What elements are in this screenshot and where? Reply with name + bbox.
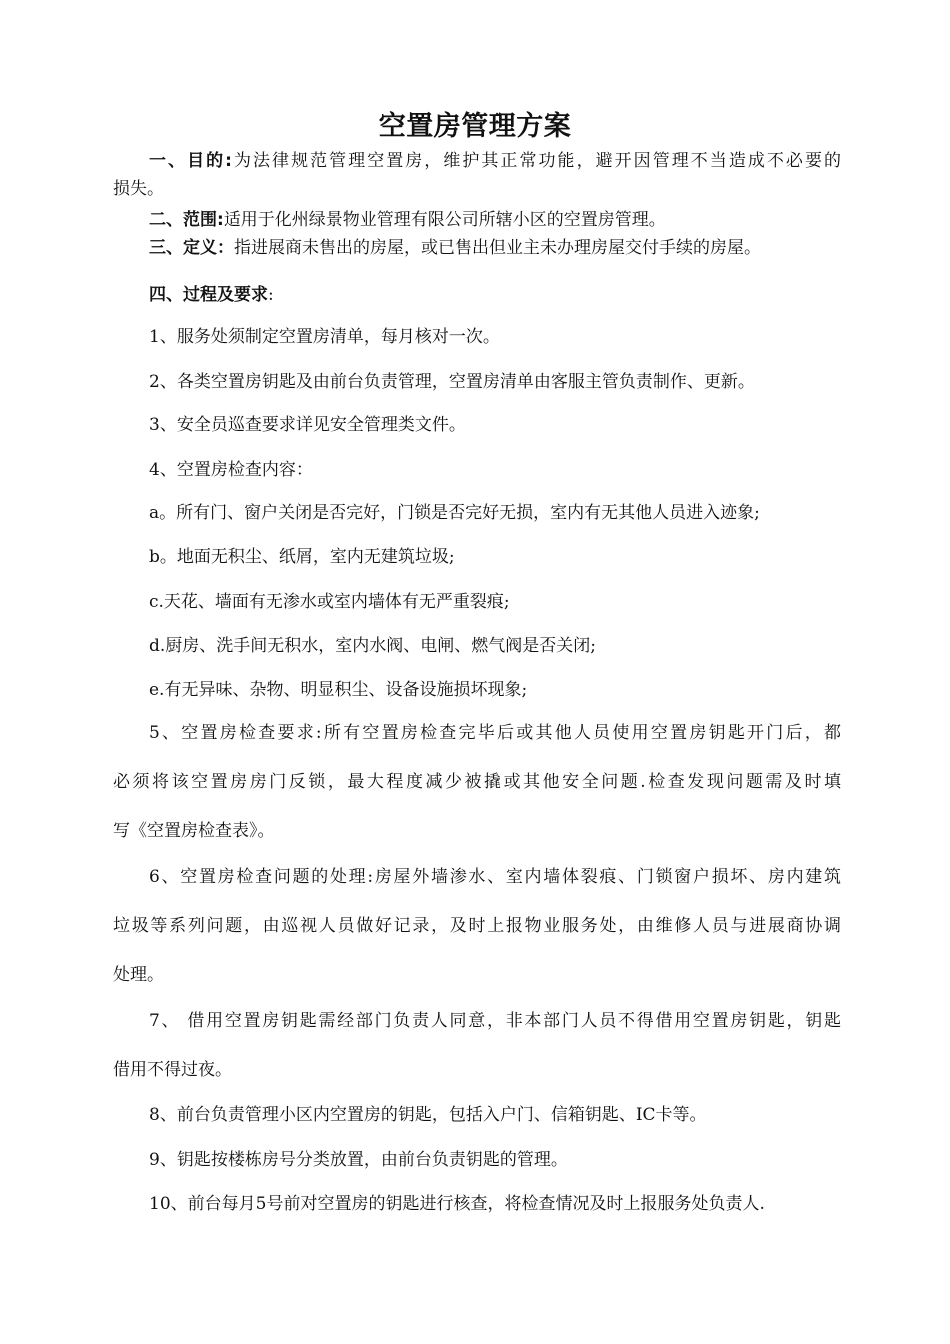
sub-item-e bbox=[113, 676, 841, 704]
list-item-5-line-2 bbox=[113, 768, 841, 796]
list-item-2-text: 2、各类空置房钥匙及由前台负责管理，空置房清单由客服主管负责制作、更新。 bbox=[149, 372, 755, 392]
sub-item-c-text: c.天花、墙面有无渗水或室内墙体有无严重裂痕; bbox=[149, 592, 510, 612]
section-purpose bbox=[113, 147, 841, 203]
list-item-7-line-1 bbox=[113, 1007, 841, 1035]
list-item-7-line-2 bbox=[113, 1056, 841, 1084]
section-purpose-text: 为法律规范管理空置房，维护其正常功能，避开因管理不当造成不必要的 bbox=[231, 151, 841, 171]
list-item-7-text-2: 借用不得过夜。 bbox=[113, 1060, 232, 1080]
list-item-8 bbox=[113, 1101, 841, 1129]
sub-item-b bbox=[113, 543, 841, 571]
sub-item-a bbox=[113, 499, 841, 527]
list-item-8-text: 8、前台负责管理小区内空置房的钥匙，包括入户门、信箱钥匙、IC卡等。 bbox=[149, 1105, 707, 1125]
sub-item-b-text: b。地面无积尘、纸屑，室内无建筑垃圾; bbox=[149, 547, 455, 567]
list-item-3-text: 3、安全员巡查要求详见安全管理类文件。 bbox=[149, 415, 466, 435]
section-purpose-line-2: 损失。 bbox=[113, 179, 164, 199]
list-item-6-line-2 bbox=[113, 912, 841, 940]
list-item-9 bbox=[113, 1146, 841, 1174]
section-scope-line bbox=[113, 206, 841, 234]
section-process-heading bbox=[113, 281, 841, 309]
document-title: 空置房管理方案 bbox=[378, 111, 572, 142]
section-definition-label: 三、定义： bbox=[149, 238, 234, 258]
section-scope bbox=[113, 206, 841, 234]
list-item-4 bbox=[113, 456, 841, 484]
list-item-7-text-1: 7、 借用空置房钥匙需经部门负责人同意，非本部门人员不得借用空置房钥匙，钥匙 bbox=[149, 1011, 841, 1031]
list-item-5-text-1: 5、空置房检查要求:所有空置房检查完毕后或其他人员使用空置房钥匙开门后，都 bbox=[149, 723, 841, 743]
section-process-label: 四、过程及要求 bbox=[149, 285, 268, 305]
list-item-2 bbox=[113, 368, 841, 396]
section-process bbox=[113, 281, 841, 309]
list-item-6-text-1: 6、空置房检查问题的处理:房屋外墙渗水、室内墙体裂痕、门锁窗户损坏、房内建筑 bbox=[149, 867, 841, 887]
list-item-6-line-3 bbox=[113, 961, 841, 989]
sub-item-a-text: a。所有门、窗户关闭是否完好，门锁是否完好无损，室内有无其他人员进入迹象; bbox=[149, 503, 760, 523]
list-item-4-text: 4、空置房检查内容： bbox=[149, 460, 313, 480]
sub-item-d bbox=[113, 632, 841, 660]
sub-item-d-text: d.厨房、洗手间无积水，室内水阀、电闸、燃气阀是否关闭; bbox=[149, 636, 597, 656]
sub-item-e-text: e.有无异味、杂物、明显积尘、设备设施损坏现象; bbox=[149, 680, 528, 700]
list-item-5-line-1 bbox=[113, 719, 841, 747]
section-process-colon: : bbox=[268, 285, 274, 305]
section-purpose-line-1 bbox=[113, 147, 841, 175]
section-scope-label: 二、范围: bbox=[149, 210, 224, 230]
list-item-6-line-1 bbox=[113, 863, 841, 891]
list-item-9-text: 9、钥匙按楼栋房号分类放置，由前台负责钥匙的管理。 bbox=[149, 1150, 568, 1170]
section-scope-text: 适用于化州绿景物业管理有限公司所辖小区的空置房管理。 bbox=[223, 210, 666, 230]
section-purpose-label: 一、目的: bbox=[149, 151, 232, 171]
section-definition bbox=[113, 234, 841, 262]
list-item-6-text-3: 处理。 bbox=[113, 965, 164, 985]
section-definition-line bbox=[113, 234, 841, 262]
list-item-1-text: 1、服务处须制定空置房清单，每月核对一次。 bbox=[149, 327, 500, 347]
list-item-5-text-3: 写《空置房检查表》。 bbox=[113, 821, 275, 841]
list-item-1 bbox=[113, 323, 841, 351]
list-item-5-line-3 bbox=[113, 817, 841, 845]
list-item-6-text-2: 垃圾等系列问题，由巡视人员做好记录，及时上报物业服务处，由维修人员与进展商协调 bbox=[113, 916, 841, 936]
section-definition-text: 指进展商未售出的房屋，或已售出但业主未办理房屋交付手续的房屋。 bbox=[234, 238, 761, 258]
list-item-10 bbox=[113, 1190, 841, 1218]
sub-item-c bbox=[113, 588, 841, 616]
list-item-5-text-2: 必须将该空置房房门反锁，最大程度减少被撬或其他安全问题.检查发现问题需及时填 bbox=[113, 772, 841, 792]
list-item-3 bbox=[113, 411, 841, 439]
list-item-10-text: 10、前台每月5号前对空置房的钥匙进行核查，将检查情况及时上报服务处负责人. bbox=[149, 1194, 765, 1214]
